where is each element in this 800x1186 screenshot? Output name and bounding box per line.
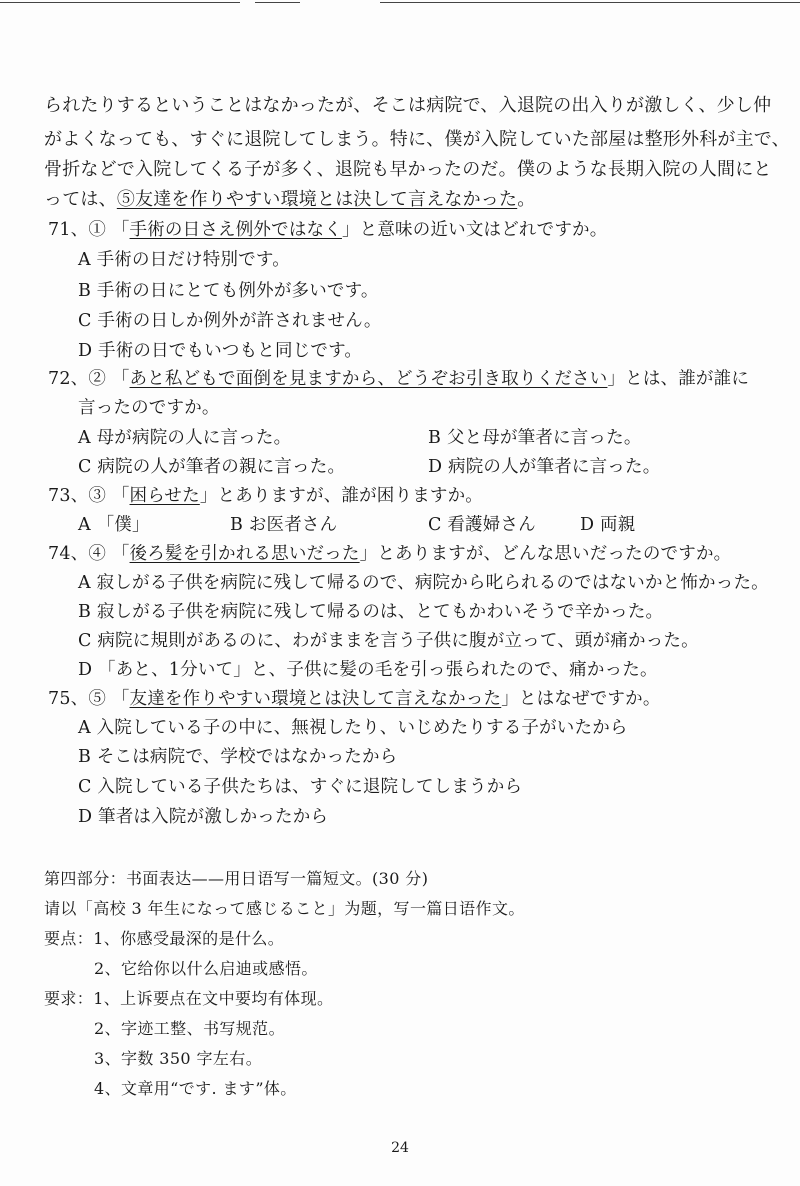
underlined-phrase: あと私どもで面倒を見ますから、どうぞお引き取りください xyxy=(129,369,608,389)
option-b: B 手術の日にとても例外が多いです。 xyxy=(78,281,379,301)
question-text: 」とは、誰が誰に xyxy=(607,369,750,389)
option-b: B 寂しがる子供を病院に残して帰るのは、とてもかわいそうで辛かった。 xyxy=(78,602,664,622)
option-a: A 寂しがる子供を病院に残して帰るので、病院から叱られるのではないかと怖かった。 xyxy=(78,573,769,593)
underlined-phrase: 友達を作りやすい環境とは決して言えなかった xyxy=(129,689,502,709)
option-a: A 入院している子の中に、無視したり、いじめたりする子がいたから xyxy=(78,718,628,738)
passage-prefix: っては、 xyxy=(44,189,117,210)
option-c: C 入院している子供たちは、すぐに退院してしまうから xyxy=(78,777,523,797)
top-rule-right xyxy=(380,2,800,3)
option-a: A 母が病院の人に言った。 xyxy=(78,428,292,448)
question-stem xyxy=(48,218,607,242)
question-number: 73、③ 「 xyxy=(48,486,130,506)
requirement-item: 2、字迹工整、书写规范。 xyxy=(94,1019,285,1038)
option-b: B お医者さん xyxy=(230,515,338,535)
requirement-item: 4、文章用“です. ます”体。 xyxy=(94,1079,297,1098)
question-number: 72、② 「 xyxy=(48,369,130,389)
question-text: 」と意味の近い文はどれですか。 xyxy=(341,220,608,240)
passage-line-last xyxy=(44,188,535,212)
question-stem xyxy=(48,484,483,508)
writing-prompt: 请以「高校 3 年生になって感じること」为题，写一篇日语作文。 xyxy=(44,899,525,918)
top-rule-left xyxy=(0,2,240,3)
passage-underlined-phrase: ⑤友達を作りやすい環境とは決して言えなかった xyxy=(116,189,518,210)
option-d: D 筆者は入院が激しかったから xyxy=(78,807,329,827)
option-b: B 父と母が筆者に言った。 xyxy=(428,428,642,448)
points-row xyxy=(44,927,284,951)
underlined-phrase: 後ろ髪を引かれる思いだった xyxy=(129,544,360,564)
option-d: D 手術の日でもいつもと同じです。 xyxy=(78,341,363,361)
question-number: 75、⑤ 「 xyxy=(48,689,130,709)
underlined-phrase: 困らせた xyxy=(129,486,200,506)
option-c: C 病院の人が筆者の親に言った。 xyxy=(78,457,346,477)
point-item: 2、它给你以什么启迪或感悟。 xyxy=(94,959,318,978)
question-stem xyxy=(48,542,731,566)
option-c: C 手術の日しか例外が許されません。 xyxy=(78,311,382,331)
question-number: 71、① 「 xyxy=(48,220,130,240)
option-b: B そこは病院で、学校ではなかったから xyxy=(78,747,398,767)
page-number: 24 xyxy=(391,1140,409,1156)
passage-line: がよくなっても、すぐに退院してしまう。特に、僕が入院していた部屋は整形外科が主で、 xyxy=(44,129,790,150)
requirement-item: 1、上诉要点在文中要均有体现。 xyxy=(93,989,334,1008)
underlined-phrase: 手術の日さえ例外ではなく xyxy=(129,220,342,240)
points-label: 要点： xyxy=(44,929,94,948)
option-d: D 病院の人が筆者に言った。 xyxy=(428,457,661,477)
requirement-item: 3、字数 350 字左右。 xyxy=(94,1049,263,1068)
question-stem xyxy=(48,367,749,391)
passage-line: られたりするということはなかったが、そこは病院で、入退院の出入りが激しく、少し仲 xyxy=(44,95,772,116)
point-item: 1、你感受最深的是什么。 xyxy=(93,929,285,948)
question-stem-continuation: 言ったのですか。 xyxy=(78,398,220,418)
question-number: 74、④ 「 xyxy=(48,544,130,564)
question-text: 」とありますが、誰が困りますか。 xyxy=(199,486,484,506)
requirements-label: 要求： xyxy=(44,989,94,1008)
option-a: A 手術の日だけ特別です。 xyxy=(78,250,290,270)
option-a: A 「僕」 xyxy=(78,515,150,535)
option-d: D 「あと、1分いて」と、子供に髪の毛を引っ張られたので、痛かった。 xyxy=(78,660,658,680)
question-text: 」とはなぜですか。 xyxy=(501,689,661,709)
option-d: D 両親 xyxy=(580,515,636,535)
option-c: C 病院に規則があるのに、わがままを言う子供に腹が立って、頭が痛かった。 xyxy=(78,631,699,651)
requirements-row xyxy=(44,987,333,1011)
top-rule-mid xyxy=(255,2,300,3)
section-heading: 第四部分：书面表达——用日语写一篇短文。(30 分) xyxy=(44,869,429,888)
passage-line: 骨折などで入院してくる子が多く、退院も早かったのだ。僕のような長期入院の人間にと xyxy=(44,159,772,180)
passage-suffix: 。 xyxy=(517,189,536,210)
question-text: 」とありますが、どんな思いだったのですか。 xyxy=(359,544,732,564)
question-stem xyxy=(48,687,661,711)
option-c: C 看護婦さん xyxy=(428,515,536,535)
